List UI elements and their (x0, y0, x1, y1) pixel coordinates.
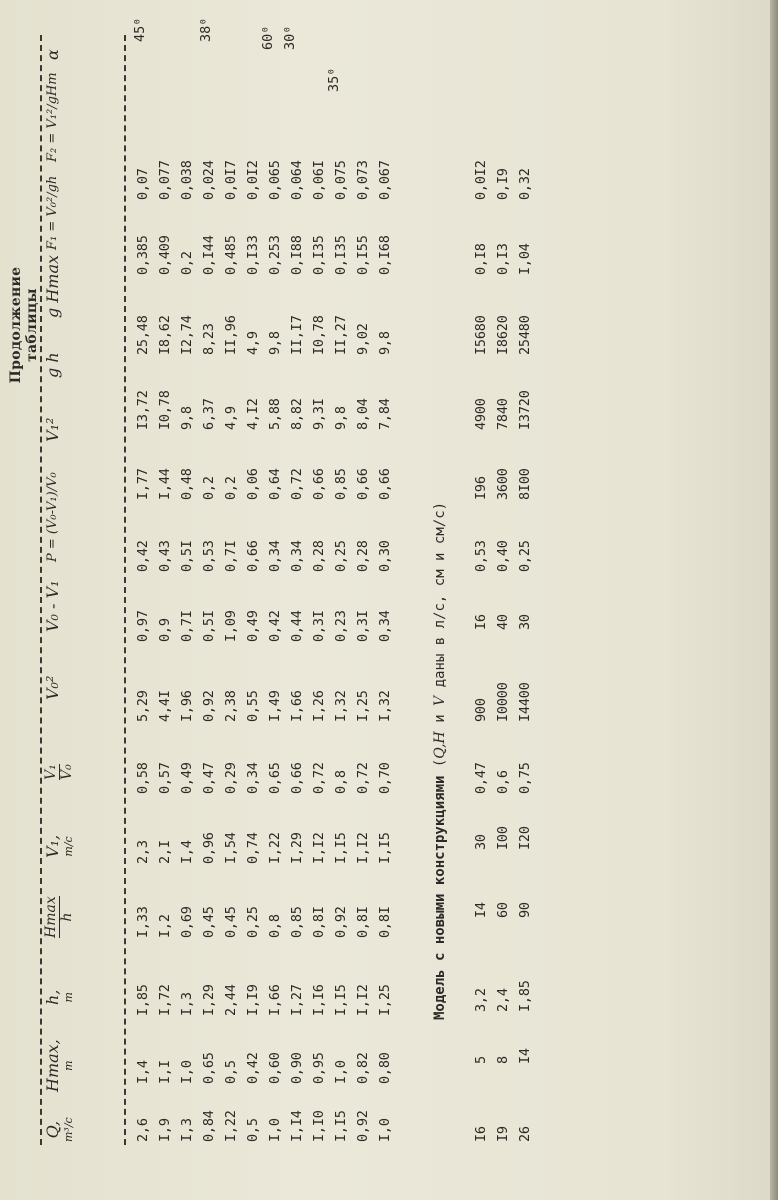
cell-h: I,29 (201, 984, 217, 1016)
cell-v1sq: 0,2 (201, 476, 217, 500)
cell-hmax: 0,60 (267, 1052, 283, 1084)
cell-hmax: I,I (157, 1060, 173, 1084)
cell-ratio-h: I,33 (135, 906, 151, 938)
cell-hmax: 0,95 (311, 1052, 327, 1084)
cell-hmax: I,0 (179, 1060, 195, 1084)
cell-q: 0,92 (355, 1110, 371, 1142)
cell-p: 0,42 (135, 540, 151, 572)
cell-v1sq: 0,85 (333, 468, 349, 500)
cell-ratio-h: 0,8I (377, 906, 393, 938)
cell-gh: 9,8 (333, 406, 349, 430)
units-note-open: ( (432, 758, 448, 768)
cell-dv: 0,5I (201, 610, 217, 642)
cell-p: 0,34 (267, 540, 283, 572)
alpha-mark: 35⁰ (326, 67, 342, 92)
cell-q: I9 (495, 1126, 511, 1142)
cell-ratio-h: 60 (495, 902, 511, 918)
cell-ratio-h: 0,8I (355, 906, 371, 938)
units-note (432, 502, 448, 767)
cell-ghmax: I0,78 (311, 315, 327, 355)
header-ratio-h-denominator: h (59, 896, 75, 938)
cell-dv: 0,44 (289, 610, 305, 642)
cell-v1sq: 0,66 (355, 468, 371, 500)
cell-f1: 0,485 (223, 235, 239, 275)
cell-f1: 0,2 (179, 251, 195, 275)
cell-p: 0,43 (157, 540, 173, 572)
cell-q: I,3 (179, 1118, 195, 1142)
cell-dv: 0,9 (157, 618, 173, 642)
cell-ghmax: II,96 (223, 315, 239, 355)
cell-hmax: 0,5 (223, 1060, 239, 1084)
cell-v1: 2,3 (135, 840, 151, 864)
cell-h: I,27 (289, 984, 305, 1016)
cell-ratio-h: 0,92 (333, 906, 349, 938)
header-v1-unit: m/c (62, 836, 75, 857)
units-note-and: и (432, 705, 448, 732)
cell-ghmax: 9,8 (267, 331, 283, 355)
header-p: P = (V₀-V₁)/V₀ (45, 472, 60, 562)
cell-ratio-h: I,2 (157, 914, 173, 938)
cell-v0sq: 0,55 (245, 690, 261, 722)
cell-f1: 0,253 (267, 235, 283, 275)
cell-ratio-v: 0,75 (517, 762, 533, 794)
cell-v0sq: 900 (473, 698, 489, 722)
cell-v1sq: 3600 (495, 468, 511, 500)
cell-ghmax: 4,9 (245, 331, 261, 355)
cell-h: I,I6 (311, 984, 327, 1016)
cell-v1: I,29 (289, 832, 305, 864)
cell-hmax: 0,82 (355, 1052, 371, 1084)
cell-gh: 7840 (495, 398, 511, 430)
cell-h: I,66 (267, 984, 283, 1016)
cell-v1sq: I,77 (135, 468, 151, 500)
cell-ratio-h: 0,8I (311, 906, 327, 938)
cell-gh: 7,84 (377, 398, 393, 430)
cell-ghmax: 9,02 (355, 323, 371, 355)
cell-v1: 0,96 (201, 832, 217, 864)
cell-v0sq: I,32 (333, 690, 349, 722)
header-q-unit: m³/c (62, 1117, 75, 1142)
cell-v0sq: 5,29 (135, 690, 151, 722)
cell-f2: 0,07 (135, 168, 151, 200)
cell-ratio-h: 0,45 (201, 906, 217, 938)
cell-p: 0,25 (517, 540, 533, 572)
cell-h: I,85 (517, 980, 533, 1012)
cell-ratio-v: 0,72 (311, 762, 327, 794)
header-dv: V₀ - V₁ (43, 580, 62, 632)
header-v1 (44, 835, 75, 858)
cell-v1sq: 0,72 (289, 468, 305, 500)
cell-q: I,9 (157, 1118, 173, 1142)
cell-ghmax: I5680 (473, 315, 489, 355)
cell-f2: 0,075 (333, 160, 349, 200)
cell-f2: 0,0I2 (245, 160, 261, 200)
cell-v1sq: 0,06 (245, 468, 261, 500)
cell-q: 0,5 (245, 1118, 261, 1142)
cell-f1: 0,385 (135, 235, 151, 275)
header-ratio-hmax-h (44, 896, 75, 938)
cell-ghmax: 25480 (517, 315, 533, 355)
cell-ghmax: II,27 (333, 315, 349, 355)
cell-f1: 0,I8 (473, 243, 489, 275)
alpha-mark: 30⁰ (282, 25, 298, 50)
cell-h: 3,2 (473, 988, 489, 1012)
cell-v0sq: I,96 (179, 690, 195, 722)
cell-q: I,I0 (311, 1110, 327, 1142)
cell-h: I,85 (135, 984, 151, 1016)
cell-hmax: 8 (495, 1056, 511, 1064)
cell-v0sq: I0000 (495, 682, 511, 722)
cell-v1: I00 (495, 826, 511, 850)
header-hmax-m-label: Hmax, (43, 1039, 62, 1092)
cell-v1sq: 0,48 (179, 468, 195, 500)
cell-ghmax: II,I7 (289, 315, 305, 355)
cell-q: 0,84 (201, 1110, 217, 1142)
cell-v0sq: 4,4I (157, 690, 173, 722)
cell-f1: 0,I88 (289, 235, 305, 275)
cell-f2: 0,I9 (495, 168, 511, 200)
header-alpha: α (43, 49, 62, 60)
header-q-label: Q, (43, 1120, 62, 1139)
cell-f2: 0,038 (179, 160, 195, 200)
cell-p: 0,53 (201, 540, 217, 572)
cell-dv: 0,3I (311, 610, 327, 642)
cell-gh: 6,37 (201, 398, 217, 430)
cell-p: 0,30 (377, 540, 393, 572)
cell-ratio-v: 0,70 (377, 762, 393, 794)
cell-f1: 0,I35 (333, 235, 349, 275)
alpha-mark: 45⁰ (132, 17, 148, 42)
cell-ratio-v: 0,49 (179, 762, 195, 794)
cell-f2: 0,024 (201, 160, 217, 200)
cell-gh: 9,8 (179, 406, 195, 430)
cell-f1: 0,409 (157, 235, 173, 275)
cell-h: I,3 (179, 992, 195, 1016)
cell-f2: 0,073 (355, 160, 371, 200)
cell-q: I,I4 (289, 1110, 305, 1142)
cell-f2: 0,0I7 (223, 160, 239, 200)
alpha-mark: 60⁰ (260, 25, 276, 50)
cell-h: I,I5 (333, 984, 349, 1016)
alpha-mark: 38⁰ (198, 17, 214, 42)
cell-q: I,0 (267, 1118, 283, 1142)
cell-v1sq: 0,64 (267, 468, 283, 500)
cell-dv: 0,3I (355, 610, 371, 642)
cell-gh: 4,I2 (245, 398, 261, 430)
header-hmax-m (44, 1039, 75, 1092)
header-h (44, 990, 75, 1005)
units-note-rest: даны в л/с, см и см/с) (432, 501, 448, 696)
cell-f2: 0,077 (157, 160, 173, 200)
cell-h: 2,4 (495, 988, 511, 1012)
cell-ghmax: 8,23 (201, 323, 217, 355)
cell-f2: 0,06I (311, 160, 327, 200)
cell-dv: 0,49 (245, 610, 261, 642)
header-gh: g h (43, 352, 62, 378)
cell-ghmax: 9,8 (377, 331, 393, 355)
cell-v0sq: I,32 (377, 690, 393, 722)
header-bottom-rule (124, 35, 126, 1145)
cell-dv: 0,7I (179, 610, 195, 642)
cell-hmax: 0,90 (289, 1052, 305, 1084)
cell-ratio-v: 0,8 (333, 770, 349, 794)
cell-q: 26 (517, 1126, 533, 1142)
cell-p: 0,66 (245, 540, 261, 572)
cell-v1sq: 0,66 (377, 468, 393, 500)
cell-v1: 30 (473, 834, 489, 850)
header-h-label: h, (43, 989, 62, 1005)
header-ghmax: g Hmax (43, 254, 62, 318)
cell-h: I,I9 (245, 984, 261, 1016)
cell-ratio-h: 0,69 (179, 906, 195, 938)
new-constructions-model-title (432, 220, 448, 1020)
cell-v0sq: I,66 (289, 690, 305, 722)
cell-ghmax: 25,48 (135, 315, 151, 355)
cell-dv: 0,23 (333, 610, 349, 642)
cell-v1: I,I2 (355, 832, 371, 864)
cell-hmax: 0,65 (201, 1052, 217, 1084)
cell-f1: 0,I3 (495, 243, 511, 275)
cell-dv: 40 (495, 614, 511, 630)
cell-h: I,25 (377, 984, 393, 1016)
cell-dv: 0,42 (267, 610, 283, 642)
cell-f1: 0,I44 (201, 235, 217, 275)
lower-title-text: Модель с новыми конструкциями (432, 775, 448, 1020)
cell-ghmax: I2,74 (179, 315, 195, 355)
cell-ghmax: I8,62 (157, 315, 173, 355)
cell-f1: 0,I68 (377, 235, 393, 275)
header-ratio-h-numerator: Hmax (43, 896, 59, 938)
cell-ratio-v: 0,66 (289, 762, 305, 794)
cell-gh: 5,88 (267, 398, 283, 430)
cell-f1: 0,I33 (245, 235, 261, 275)
cell-ratio-h: 90 (517, 902, 533, 918)
cell-q: I,22 (223, 1110, 239, 1142)
cell-h: I,72 (157, 984, 173, 1016)
cell-gh: 8,04 (355, 398, 371, 430)
cell-v1sq: I,44 (157, 468, 173, 500)
table-continuation-title: Продолжение таблицы (8, 266, 40, 384)
cell-dv: 0,97 (135, 610, 151, 642)
cell-p: 0,7I (223, 540, 239, 572)
header-ratio-v-denominator: V₀ (59, 764, 75, 780)
cell-v0sq: I,49 (267, 690, 283, 722)
cell-p: 0,34 (289, 540, 305, 572)
cell-v1sq: 8I00 (517, 468, 533, 500)
header-q (44, 1117, 75, 1142)
cell-v0sq: 2,38 (223, 690, 239, 722)
cell-p: 0,28 (311, 540, 327, 572)
cell-p: 0,53 (473, 540, 489, 572)
cell-q: 2,6 (135, 1118, 151, 1142)
cell-v1: I,54 (223, 832, 239, 864)
cell-gh: 8,82 (289, 398, 305, 430)
header-v1sq: V₁² (43, 417, 62, 442)
cell-gh: 4,9 (223, 406, 239, 430)
cell-f1: I,04 (517, 243, 533, 275)
cell-v0sq: I4400 (517, 682, 533, 722)
header-v1-label: V₁, (43, 834, 62, 858)
cell-v1: 2,I (157, 840, 173, 864)
cell-h: 2,44 (223, 984, 239, 1016)
cell-hmax: I,0 (333, 1060, 349, 1084)
cell-v1sq: 0,2 (223, 476, 239, 500)
cell-ratio-v: 0,34 (245, 762, 261, 794)
header-v0sq: V₀² (43, 675, 62, 700)
cell-v0sq: I,25 (355, 690, 371, 722)
cell-v1: I,I5 (377, 832, 393, 864)
cell-hmax: 0,42 (245, 1052, 261, 1084)
cell-v0sq: 0,92 (201, 690, 217, 722)
cell-hmax: 5 (473, 1056, 489, 1064)
cell-hmax: I,4 (135, 1060, 151, 1084)
cell-dv: 30 (517, 614, 533, 630)
cell-p: 0,5I (179, 540, 195, 572)
header-ratio-v (44, 764, 75, 780)
cell-f2: 0,065 (267, 160, 283, 200)
cell-gh: I0,78 (157, 390, 173, 430)
cell-v0sq: I,26 (311, 690, 327, 722)
header-ratio-v-numerator: V₁ (43, 764, 59, 780)
cell-f1: 0,I35 (311, 235, 327, 275)
cell-ratio-v: 0,72 (355, 762, 371, 794)
cell-q: I,0 (377, 1118, 393, 1142)
cell-p: 0,40 (495, 540, 511, 572)
cell-f2: 0,064 (289, 160, 305, 200)
cell-ratio-v: 0,29 (223, 762, 239, 794)
cell-q: I,I5 (333, 1110, 349, 1142)
cell-ratio-h: I4 (473, 902, 489, 918)
cell-hmax: 0,80 (377, 1052, 393, 1084)
cell-f2: 0,067 (377, 160, 393, 200)
cell-dv: 0,34 (377, 610, 393, 642)
cell-f1: 0,I55 (355, 235, 371, 275)
cell-dv: I6 (473, 614, 489, 630)
cell-gh: I3,72 (135, 390, 151, 430)
cell-dv: I,09 (223, 610, 239, 642)
cell-ghmax: I8620 (495, 315, 511, 355)
cell-hmax: I4 (517, 1048, 533, 1064)
cell-ratio-v: 0,65 (267, 762, 283, 794)
cell-gh: I3720 (517, 390, 533, 430)
cell-ratio-v: 0,57 (157, 762, 173, 794)
cell-v1: I,4 (179, 840, 195, 864)
cell-v1: I20 (517, 826, 533, 850)
cell-v1sq: I96 (473, 476, 489, 500)
cell-v1: I,I2 (311, 832, 327, 864)
units-note-v: V (432, 695, 448, 706)
cell-v1: I,22 (267, 832, 283, 864)
cell-ratio-h: 0,85 (289, 906, 305, 938)
cell-gh: 9,3I (311, 398, 327, 430)
cell-ratio-v: 0,6 (495, 770, 511, 794)
cell-ratio-v: 0,47 (473, 762, 489, 794)
cell-ratio-h: 0,25 (245, 906, 261, 938)
header-hmax-m-unit: m (62, 1060, 75, 1071)
cell-q: I6 (473, 1126, 489, 1142)
cell-v1sq: 0,66 (311, 468, 327, 500)
cell-gh: 4900 (473, 398, 489, 430)
cell-ratio-v: 0,47 (201, 762, 217, 794)
cell-p: 0,28 (355, 540, 371, 572)
cell-v1: I,I5 (333, 832, 349, 864)
cell-ratio-h: 0,45 (223, 906, 239, 938)
units-note-vars: Q,H (432, 731, 448, 759)
cell-f2: 0,0I2 (473, 160, 489, 200)
header-f2: F₂ = V₁²/gHm (45, 72, 60, 162)
cell-ratio-h: 0,8 (267, 914, 283, 938)
cell-f2: 0,32 (517, 168, 533, 200)
cell-h: I,I2 (355, 984, 371, 1016)
header-h-unit: m (62, 992, 75, 1003)
header-top-rule (40, 35, 42, 1145)
cell-ratio-v: 0,58 (135, 762, 151, 794)
cell-v1: 0,74 (245, 832, 261, 864)
header-f1: F₁ = V₀²/gh (45, 175, 60, 250)
cell-p: 0,25 (333, 540, 349, 572)
